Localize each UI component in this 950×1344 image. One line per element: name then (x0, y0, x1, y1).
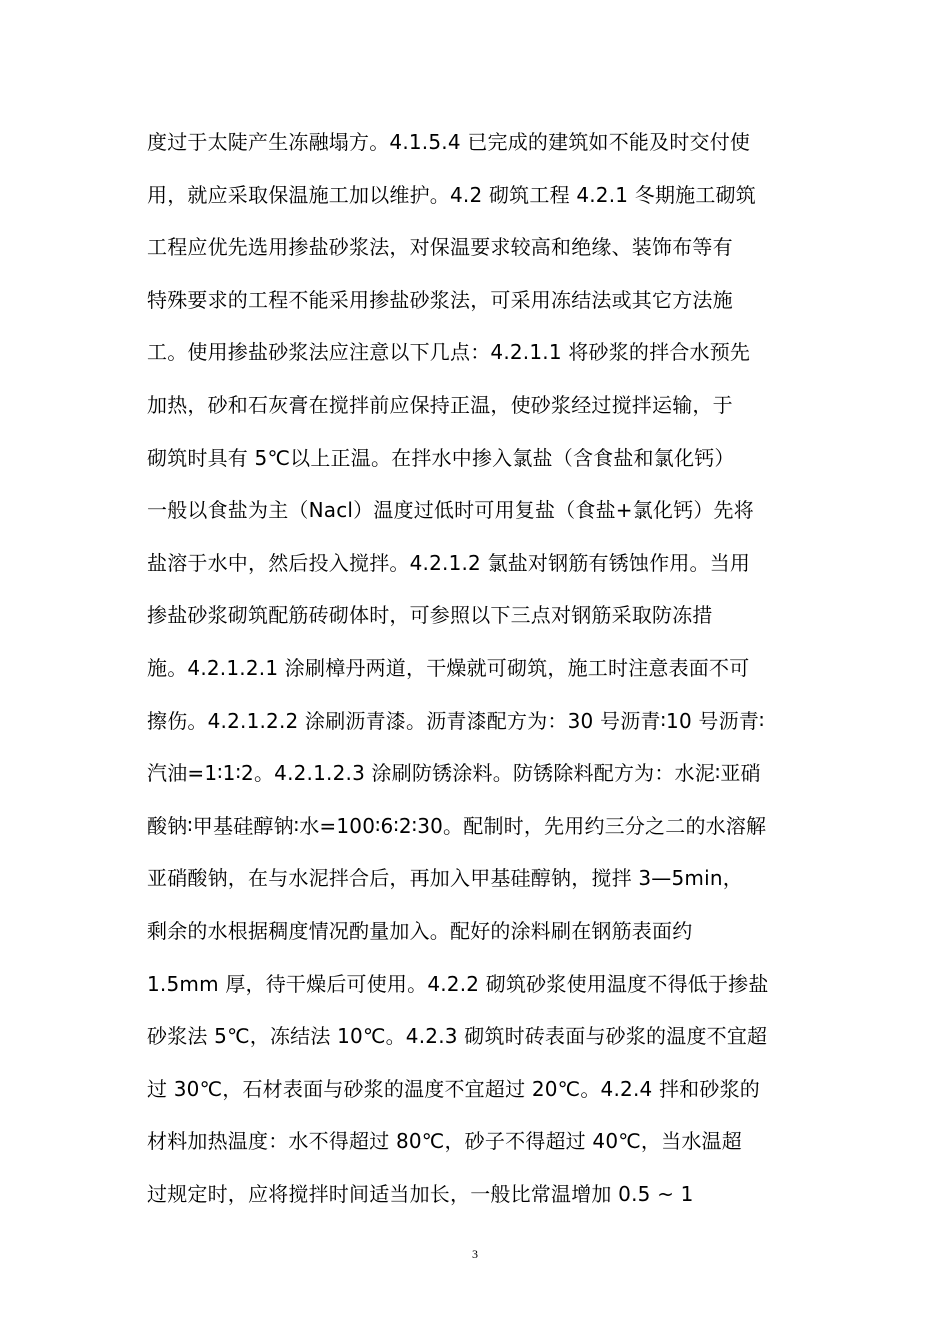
text-line: 过 30℃，石材表面与砂浆的温度不宜超过 20℃。4.2.4 拌和砂浆的 (147, 1076, 760, 1101)
text-line: 掺盐砂浆砌筑配筋砖砌体时，可参照以下三点对钢筋采取防冻措 (147, 603, 713, 628)
text-line: 一般以食盐为主（Nacl）温度过低时可用复盐（食盐+氯化钙）先将 (147, 498, 754, 523)
text-line: 亚硝酸钠，在与水泥拌合后，再加入甲基硅醇钠，搅拌 3—5min， (147, 866, 743, 891)
text-line: 工程应优先选用掺盐砂浆法，对保温要求较高和绝缘、装饰布等有 (147, 235, 733, 260)
text-line: 砌筑时具有 5℃以上正温。在拌水中掺入氯盐（含食盐和氯化钙） (147, 445, 735, 470)
text-line: 加热，砂和石灰膏在搅拌前应保持正温，使砂浆经过搅拌运输，于 (147, 392, 733, 417)
text-line: 度过于太陡产生冻融塌方。4.1.5.4 已完成的建筑如不能及时交付使 (147, 130, 751, 154)
text-line: 工。使用掺盐砂浆法应注意以下几点：4.2.1.1 将砂浆的拌合水预先 (147, 340, 751, 365)
text-line: 剩余的水根据稠度情况酌量加入。配好的涂料刷在钢筋表面约 (147, 918, 693, 943)
text-line: 材料加热温度：水不得超过 80℃，砂子不得超过 40℃，当水温超 (147, 1129, 742, 1154)
text-line: 汽油=1∶1∶2。4.2.1.2.3 涂刷防锈涂料。防锈除料配方为：水泥∶亚硝 (147, 761, 761, 786)
text-line: 1.5mm 厚，待干燥后可使用。4.2.2 砌筑砂浆使用温度不得低于掺盐 (147, 971, 769, 996)
text-line: 用，就应采取保温施工加以维护。4.2 砌筑工程 4.2.1 冬期施工砌筑 (147, 182, 756, 207)
text-line: 盐溶于水中，然后投入搅拌。4.2.1.2 氯盐对钢筋有锈蚀作用。当用 (147, 550, 751, 575)
body-text (147, 116, 807, 1220)
text-line: 擦伤。4.2.1.2.2 涂刷沥青漆。沥青漆配方为：30 号沥青∶10 号沥青∶ (147, 708, 765, 733)
text-line: 过规定时，应将搅拌时间适当加长，一般比常温增加 0.5 ~ 1 (147, 1181, 694, 1206)
page-number: 3 (472, 1247, 478, 1261)
text-line: 特殊要求的工程不能采用掺盐砂浆法，可采用冻结法或其它方法施 (147, 287, 733, 312)
text-line: 施。4.2.1.2.1 涂刷樟丹两道，干燥就可砌筑，施工时注意表面不可 (147, 655, 750, 680)
text-line: 酸钠∶甲基硅醇钠∶水=100∶6∶2∶30。配制时，先用约三分之二的水溶解 (147, 813, 767, 838)
text-line: 砂浆法 5℃，冻结法 10℃。4.2.3 砌筑时砖表面与砂浆的温度不宜超 (147, 1024, 768, 1049)
